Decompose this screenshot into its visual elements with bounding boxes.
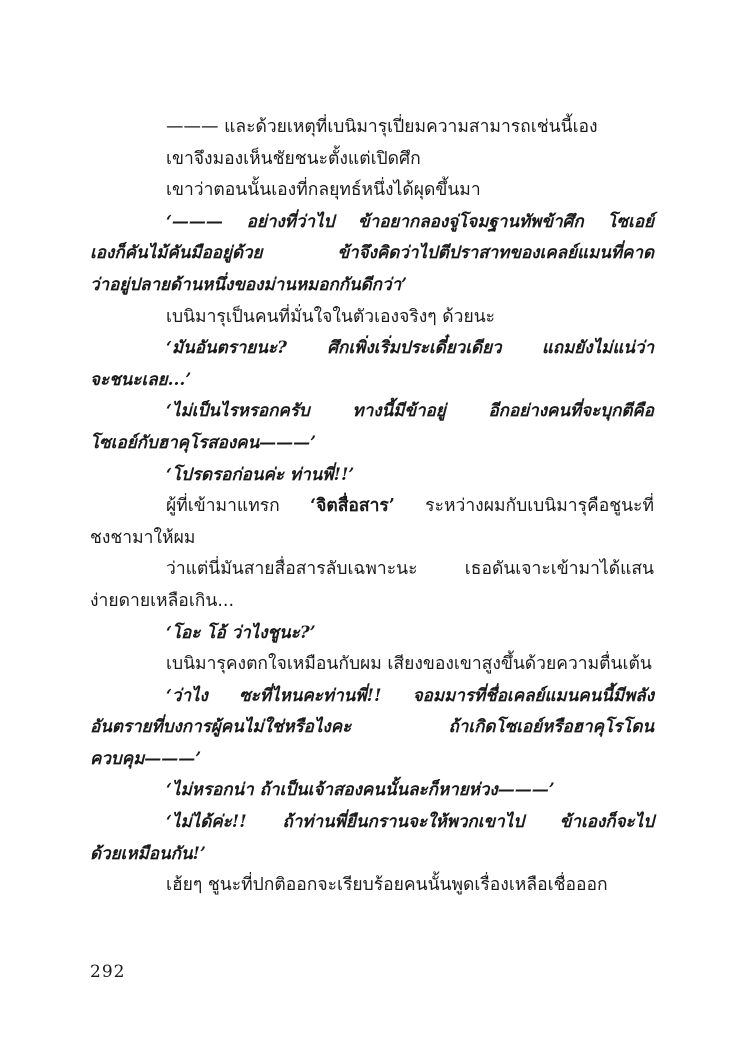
dialogue-line: ‘ไม่ได้ค่ะ!! ถ้าท่านพี่ยืนกรานจะให้พวกเขาไป ข้าเองก็จะไป bbox=[166, 812, 654, 833]
narration-line: เขาจึงมองเห็นชัยชนะตั้งแต่เปิดศึก bbox=[166, 148, 421, 169]
narration-line: ง่ายดายเหลือเกิน... bbox=[90, 590, 235, 611]
telepathy-term: ‘จิตสื่อสาร’ bbox=[310, 496, 395, 517]
dialogue-line: ‘ไม่หรอกน่า ถ้าเป็นเจ้าสองคนนั้นละก็หายห่วง———’ bbox=[166, 780, 555, 801]
dialogue-line: ‘โปรดรอก่อนค่ะ ท่านพี่!!’ bbox=[166, 464, 355, 485]
narration-line: ——— และด้วยเหตุที่เบนิมารุเปี่ยมความสามารถเช่นนี้เอง bbox=[166, 117, 598, 137]
dialogue-line: ‘ไม่เป็นไรหรอกครับ ทางนี้มีข้าอยู่ อีกอย่างคนที่จะบุกตีคือ bbox=[166, 401, 654, 422]
narration-line: เบนิมารุคงตกใจเหมือนกับผม เสียงของเขาสูงขึ้นด้วยความตื่นเต้น bbox=[166, 654, 652, 675]
page-number: 292 bbox=[90, 962, 126, 982]
dialogue-line: เองก็คันไม้คันมืออยู่ด้วย ข้าจึงคิดว่าไปตีปราสาทของเคลย์แมนที่คาด bbox=[90, 243, 654, 264]
dialogue-line: ด้วยเหมือนกัน!’ bbox=[90, 843, 206, 864]
narration-text: ระหว่างผมกับเบนิมารุคือชูนะที่ bbox=[394, 496, 654, 517]
narration-line: เขาว่าตอนนั้นเองที่กลยุทธ์หนึ่งได้ผุดขึ้นมา bbox=[166, 180, 481, 201]
page-body bbox=[90, 112, 654, 902]
narration-text: ผู้ที่เข้ามาแทรก bbox=[166, 496, 310, 517]
dialogue-line: ‘——— อย่างที่ว่าไป ข้าอยากลองจู่โจมฐานทัพข้าศึก โซเอย์ bbox=[166, 211, 654, 232]
narration-line: ว่าแต่นี่มันสายสื่อสารลับเฉพาะนะ เธอดันเจาะเข้ามาได้แสน bbox=[166, 559, 654, 580]
narration-line: เบนิมารุเป็นคนที่มั่นใจในตัวเองจริงๆ ด้วยนะ bbox=[166, 306, 496, 327]
narration-line bbox=[90, 491, 654, 523]
narration-line: เฮ้ยๆ ชูนะที่ปกติออกจะเรียบร้อยคนนั้นพูดเรื่องเหลือเชื่อออก bbox=[166, 875, 608, 896]
dialogue-line: ‘มันอันตรายนะ? ศึกเพิ่งเริ่มประเดี๋ยวเดียว แถมยังไม่แน่ว่า bbox=[166, 338, 654, 359]
dialogue-line: ว่าอยู่ปลายด้านหนึ่งของม่านหมอกกันดีกว่า’ bbox=[90, 274, 407, 295]
dialogue-line: โซเอย์กับฮาคุโรสองคน———’ bbox=[90, 432, 317, 453]
dialogue-line: ควบคุม———’ bbox=[90, 748, 202, 769]
dialogue-line: ‘โอะ โอ้ ว่าไงชูนะ?’ bbox=[166, 622, 316, 643]
dialogue-line: จะชนะเลย...’ bbox=[90, 369, 192, 390]
dialogue-line: ‘ว่าไง ซะที่ไหนคะท่านพี่!! จอมมารที่ชื่อเคลย์แมนคนนี้มีพลัง bbox=[166, 685, 654, 706]
narration-line: ชงชามาให้ผม bbox=[90, 527, 196, 548]
dialogue-line: อันตรายที่บงการผู้คนไม่ใช่หรือไงคะ ถ้าเกิดโซเอย์หรือฮาคุโรโดน bbox=[90, 717, 654, 738]
